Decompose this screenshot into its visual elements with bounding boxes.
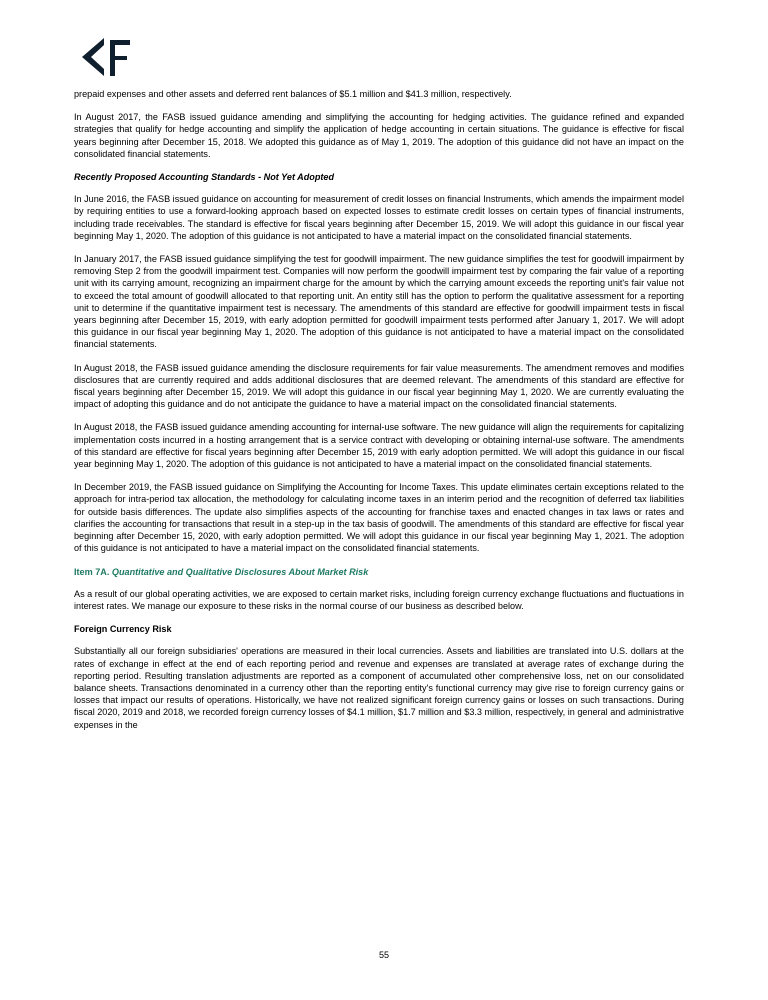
section-heading-foreign-currency-risk: Foreign Currency Risk: [74, 624, 172, 635]
paragraph: In August 2017, the FASB issued guidance amending and simplifying the accounting for hedging activities. The guidance refined and expanded strategies that qualify for hedge accounting and simplify the application of hedge accounting in certain situations. The guidance is effective for fiscal years beginning after December 15, 2018. We adopted this guidance as of May 1, 2019. The adoption of this guidance did not have an impact on the consolidated financial statements.: [74, 112, 684, 159]
paragraph: In December 2019, the FASB issued guidance on Simplifying the Accounting for Income Taxes. This update eliminates certain exceptions related to the approach for intra-period tax allocation, the methodology for calculating income taxes in an interim period and the recognition of deferred tax liabilities for outside basis differences. The update also simplifies aspects of the accounting for franchise taxes and enacted changes in tax laws or rates and clarifies the accounting for transactions that result in a step-up in the tax basis of goodwill. The amendments of this standard are effective for fiscal year beginning after December 15, 2020, with early adoption permitted. We will adopt this guidance in our fiscal year beginning May 1, 2021. The adoption of this guidance is not anticipated to have a material impact on the consolidated financial statements.: [74, 482, 684, 554]
paragraph: In August 2018, the FASB issued guidance amending accounting for internal-use software. The new guidance will align the requirements for capitalizing implementation costs incurred in a hosting arrangement that is a service contract with developing or obtaining internal-use software. The amendments of this standard are effective for fiscal years beginning after December 15, 2019 with early adoption permitted. We will adopt this guidance in our fiscal year beginning May 1, 2020. The adoption of this guidance is not anticipated to have a material impact on the consolidated financial statements.: [74, 422, 684, 470]
item-7a-title: Quantitative and Qualitative Disclosures About Market Risk: [111, 566, 369, 577]
company-logo: [74, 36, 144, 78]
page-number: 55: [378, 950, 389, 960]
document-body: [74, 88, 684, 731]
item-7a-label: Item 7A.: [74, 566, 112, 577]
section-heading-recently-proposed: Recently Proposed Accounting Standards - Not Yet Adopted: [74, 172, 335, 183]
paragraph: In June 2016, the FASB issued guidance on accounting for measurement of credit losses on financial Instruments, which amends the impairment model by requiring entities to use a forward-looking approach based on expected losses to estimate credit losses on certain types of financial instruments, including trade receivables. The standard is effective for fiscal years beginning after December 15, 2019. We will adopt this guidance in our fiscal year beginning May 1, 2020. The adoption of this guidance is not anticipated to have a material impact on the consolidated financial statements.: [74, 194, 684, 241]
paragraph: As a result of our global operating activities, we are exposed to certain market risks, including foreign currency exchange fluctuations and fluctuations in interest rates. We manage our exposure to these risks in the normal course of our business as described below.: [74, 588, 684, 611]
item-7a-heading: [74, 566, 684, 578]
paragraph: Substantially all our foreign subsidiaries' operations are measured in their local currencies. Assets and liabilities are translated into U.S. dollars at the rates of exchange in effect at the end of each reporting period and revenue and expenses are translated at average rates of exchange during the reporting period. Resulting translation adjustments are reported as a component of accumulated other comprehensive loss, net on our consolidated balance sheets. Transactions denominated in a currency other than the reporting entity's functional currency may give rise to foreign currency gains or losses that impact our results of operations. Historically, we have not realized significant foreign currency gains or losses on such transactions. During fiscal 2020, 2019 and 2018, we recorded foreign currency losses of $4.1 million, $1.7 million and $3.3 million, respectively, in general and administrative expenses in the: [74, 646, 684, 730]
paragraph: In August 2018, the FASB issued guidance amending the disclosure requirements for fair value measurements. The amendment removes and modifies disclosures that are currently required and adds additional disclosures that are deemed relevant. The amendments of this standard are effective for fiscal years beginning after December 15, 2019. We will adopt this guidance in our fiscal year beginning May 1, 2020. We are currently evaluating the impact of adopting this guidance and do not anticipate the guidance to have a material impact on the consolidated financial statements.: [74, 362, 684, 410]
paragraph: prepaid expenses and other assets and deferred rent balances of $5.1 million and $41.3 million, respectively.: [74, 89, 512, 99]
paragraph: In January 2017, the FASB issued guidance simplifying the test for goodwill impairment. The new guidance simplifies the test for goodwill impairment by removing Step 2 from the goodwill impairment test. Companies will now perform the goodwill impairment test by comparing the fair value of a reporting unit with its carrying amount, recognizing an impairment charge for the amount by which the carrying amount exceeds the reporting unit's fair value not to exceed the total amount of goodwill allocated to that reporting unit. An entity still has the option to perform the qualitative assessment for a reporting unit to determine if the quantitative impairment test is necessary. The amendments of this standard are effective for goodwill impairment tests in fiscal years beginning after December 15, 2019, with early adoption permitted for goodwill impairment tests performed after January 1, 2017. We will adopt this guidance in our fiscal year beginning May 1, 2020. The adoption of this guidance is not anticipated to have a material impact on the consolidated financial statements.: [74, 254, 684, 350]
